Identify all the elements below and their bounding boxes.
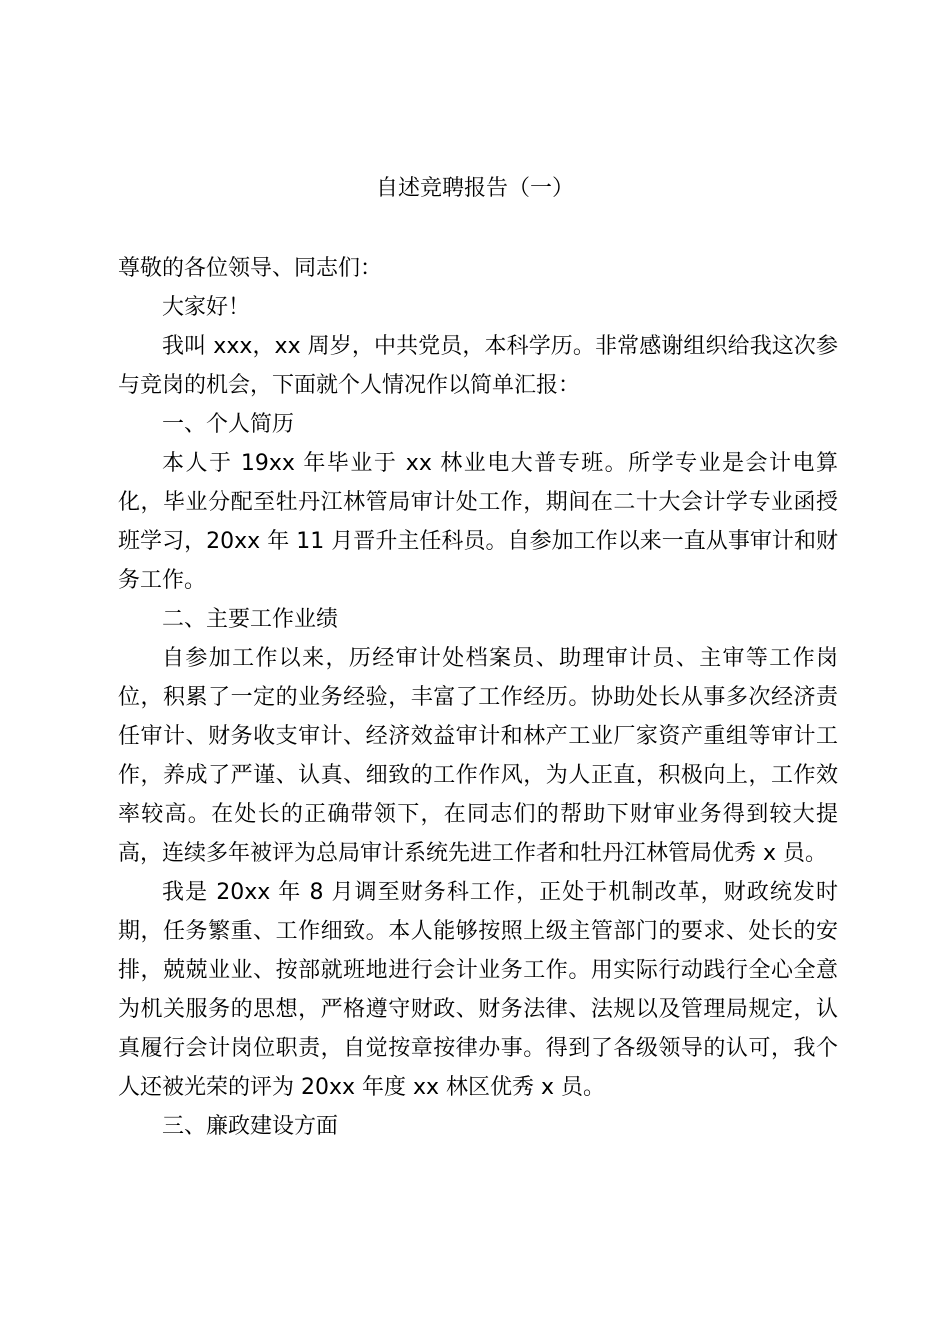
resume-paragraph: 本人于 19xx 年毕业于 xx 林业电大普专班。所学专业是会计电算化，毕业分配至牡丹江林管局审计处工作，期间在二十大会计学专业函授班学习，20xx 年 11 月晋升主任科员。自参加工作以来一直从事审计和财务工作。 — [118, 451, 838, 593]
document-body — [118, 249, 838, 1146]
document-title: 自述竞聘报告（一） — [375, 176, 574, 201]
greeting-paragraph: 大家好！ — [162, 295, 251, 320]
section-heading-integrity: 三、廉政建设方面 — [162, 1114, 339, 1139]
intro-paragraph: 我叫 xxx，xx 周岁，中共党员，本科学历。非常感谢组织给我这次参与竞岗的机会，下面就个人情况作以简单汇报： — [118, 334, 838, 398]
finance-paragraph: 我是 20xx 年 8 月调至财务科工作，正处于机制改革，财政统发时期，任务繁重、工作细致。本人能够按照上级主管部门的要求、处长的安排，兢兢业业、按部就班地进行会计业务工作。用实际行动践行全心全意为机关服务的思想，严格遵守财政、财务法律、法规以及管理局规定，认真履行会计岗位职责，自觉按章按律办事。得到了各级领导的认可，我个人还被光荣的评为 20xx 年度 xx 林区优秀 x 员。 — [118, 880, 838, 1100]
salutation: 尊敬的各位领导、同志们： — [118, 256, 383, 281]
section-heading-achievements: 二、主要工作业绩 — [162, 607, 339, 632]
section-heading-resume: 一、个人简历 — [162, 412, 295, 437]
achievements-paragraph: 自参加工作以来，历经审计处档案员、助理审计员、主审等工作岗位，积累了一定的业务经验，丰富了工作经历。协助处长从事多次经济责任审计、财务收支审计、经济效益审计和林产工业厂家资产重组等审计工作，养成了严谨、认真、细致的工作作风，为人正直，积极向上，工作效率较高。在处长的正确带领下，在同志们的帮助下财审业务得到较大提高，连续多年被评为总局审计系统先进工作者和牡丹江林管局优秀 x 员。 — [118, 646, 838, 866]
